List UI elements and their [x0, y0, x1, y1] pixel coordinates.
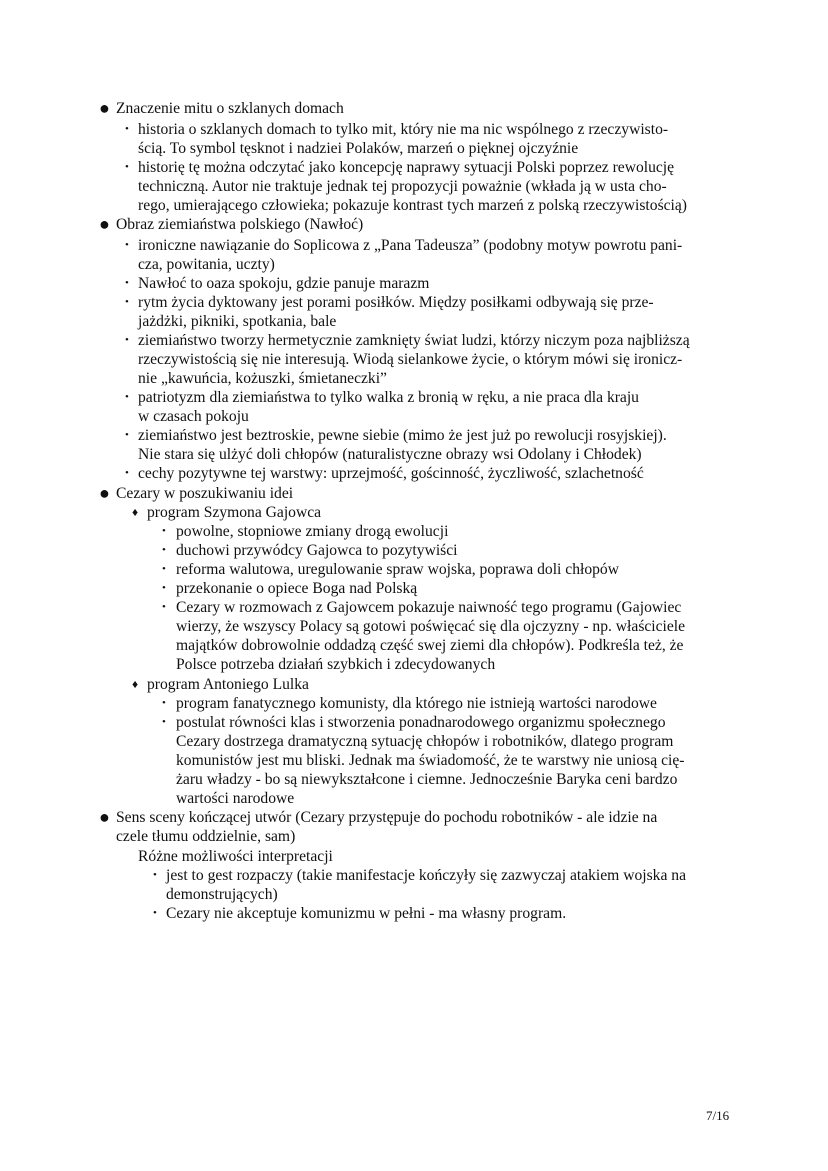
section-title: Cezary w poszukiwaniu idei — [116, 485, 294, 502]
bullet-small: • — [162, 563, 166, 575]
bullet-small: • — [125, 123, 129, 135]
list-item-line: przekonanie o opiece Boga nad Polską — [176, 580, 418, 597]
page-number: 7/16 — [706, 1108, 730, 1123]
list-item-line: historię tę można odczytać jako koncepcję naprawy sytuacji Polski poprzez rewolucję — [138, 159, 675, 176]
list-item-line: ironiczne nawiązanie do Soplicowa z „Pana Tadeusza” (podobny motyw powrotu pani- — [138, 237, 683, 254]
list-item-line: reforma walutowa, uregulowanie spraw wojska, poprawa doli chłopów — [176, 561, 619, 578]
list-item-line: jest to gest rozpaczy (takie manifestacje kończyły się zazwyczaj atakiem wojska na — [166, 867, 686, 884]
list-item-line: ścią. To symbol tęsknot i nadziei Polaków, marzeń o pięknej ojczyźnie — [138, 140, 579, 157]
bullet-small: • — [162, 697, 166, 709]
list-item-line: rego, umierającego człowieka; pokazuje kontrast tych marzeń z polską rzeczywistością) — [138, 197, 688, 214]
list-item-line: wierzy, że wszyscy Polacy są gotowi poświęcać się dla ojczyzny - np. właściciele — [176, 618, 686, 635]
bullet-small: • — [125, 334, 129, 346]
list-item-line: program fanatycznego komunisty, dla którego nie istnieją wartości narodowe — [176, 695, 657, 712]
list-item-line: wartości narodowe — [176, 790, 295, 807]
list-item-line: ziemiaństwo tworzy hermetycznie zamknięty świat ludzi, którzy niczym poza najbliższą — [138, 332, 690, 349]
bullet-small: • — [125, 467, 129, 479]
list-item-line: historia o szklanych domach to tylko mit, który nie ma nic wspólnego z rzeczywisto- — [138, 121, 669, 138]
bullet-small: • — [125, 391, 129, 403]
bullet-small: • — [125, 296, 129, 308]
bullet-dot: ● — [99, 214, 110, 234]
section-title: Obraz ziemiaństwa polskiego (Nawłoć) — [116, 216, 364, 233]
list-item-line: rytm życia dyktowany jest porami posiłków. Między posiłkami odbywają się prze- — [138, 294, 654, 311]
bullet-small: • — [162, 544, 166, 556]
list-item-line: Polsce potrzeba działań szybkich i zdecydowanych — [176, 656, 496, 673]
bullet-diamond: ♦ — [132, 505, 139, 519]
list-item-line: postulat równości klas i stworzenia ponadnarodowego organizmu społecznego — [176, 714, 666, 731]
list-item-line: demonstrujących) — [166, 886, 278, 903]
list-item-line: komunistów jest mu bliski. Jednak ma świadomość, że te warstwy nie uniosą cię- — [176, 752, 685, 769]
bullet-small: • — [162, 582, 166, 594]
section-title: Sens sceny kończącej utwór (Cezary przystępuje do pochodu robotników - ale idzie na — [116, 809, 658, 826]
list-item-line: żaru władzy - bo są niewykształcone i ciemne. Jednocześnie Baryka ceni bardzo — [176, 771, 678, 788]
section-title: Znaczenie mitu o szklanych domach — [116, 100, 344, 117]
bullet-small: • — [125, 429, 129, 441]
list-item-line: techniczną. Autor nie traktuje jednak tej propozycji poważnie (wkłada ją w usta cho- — [138, 178, 667, 195]
list-item-line: patriotyzm dla ziemiaństwa to tylko walka z bronią w ręku, a nie praca dla kraju — [138, 389, 639, 406]
list-item-line: Cezary nie akceptuje komunizmu w pełni - ma własny program. — [166, 905, 567, 922]
bullet-small: • — [162, 525, 166, 537]
list-item-line: nie „kawuńcia, kożuszki, śmietaneczki” — [138, 370, 387, 387]
list-item-line: Nawłoć to oaza spokoju, gdzie panuje marazm — [138, 275, 430, 292]
list-item-line: rzeczywistością się nie interesują. Wiodą sielankowe życie, o którym mówi się ironicz- — [138, 351, 683, 368]
list-item-line: Nie stara się ulżyć doli chłopów (naturalistyczne obrazy wsi Odolany i Chłodek) — [138, 446, 642, 463]
section-title: czele tłumu oddzielnie, sam) — [116, 828, 296, 845]
bullet-small: • — [125, 239, 129, 251]
subsection-title: program Szymona Gajowca — [147, 504, 322, 521]
list-item-line: ziemiaństwo jest beztroskie, pewne siebie (mimo że jest już po rewolucji rosyjskiej). — [138, 427, 667, 444]
bullet-dot: ● — [99, 807, 110, 827]
bullet-small: • — [162, 716, 166, 728]
subsection-title: program Antoniego Lulka — [147, 676, 309, 693]
subheading: Różne możliwości interpretacji — [138, 848, 333, 865]
list-item-line: majątków dobrowolnie oddadzą część swej ziemi dla chłopów). Podkreśla też, że — [176, 637, 684, 654]
list-item-line: powolne, stopniowe zmiany drogą ewolucji — [176, 523, 449, 540]
list-item-line: duchowi przywódcy Gajowca to pozytywiści — [176, 542, 458, 559]
bullet-small: • — [125, 161, 129, 173]
bullet-small: • — [153, 907, 157, 919]
bullet-dot: ● — [99, 483, 110, 503]
bullet-diamond: ♦ — [132, 677, 139, 691]
bullet-small: • — [125, 277, 129, 289]
bullet-small: • — [162, 601, 166, 613]
list-item-line: w czasach pokoju — [138, 408, 249, 425]
list-item-line: Cezary dostrzega dramatyczną sytuację chłopów i robotników, dlatego program — [176, 733, 674, 750]
bullet-dot: ● — [99, 98, 110, 118]
list-item-line: cza, powitania, uczty) — [138, 256, 275, 273]
list-item-line: cechy pozytywne tej warstwy: uprzejmość, gościnność, życzliwość, szlachetność — [138, 465, 644, 482]
list-item-line: jażdżki, pikniki, spotkania, bale — [138, 313, 337, 330]
list-item-line: Cezary w rozmowach z Gajowcem pokazuje naiwność tego programu (Gajowiec — [176, 599, 682, 616]
bullet-small: • — [153, 869, 157, 881]
